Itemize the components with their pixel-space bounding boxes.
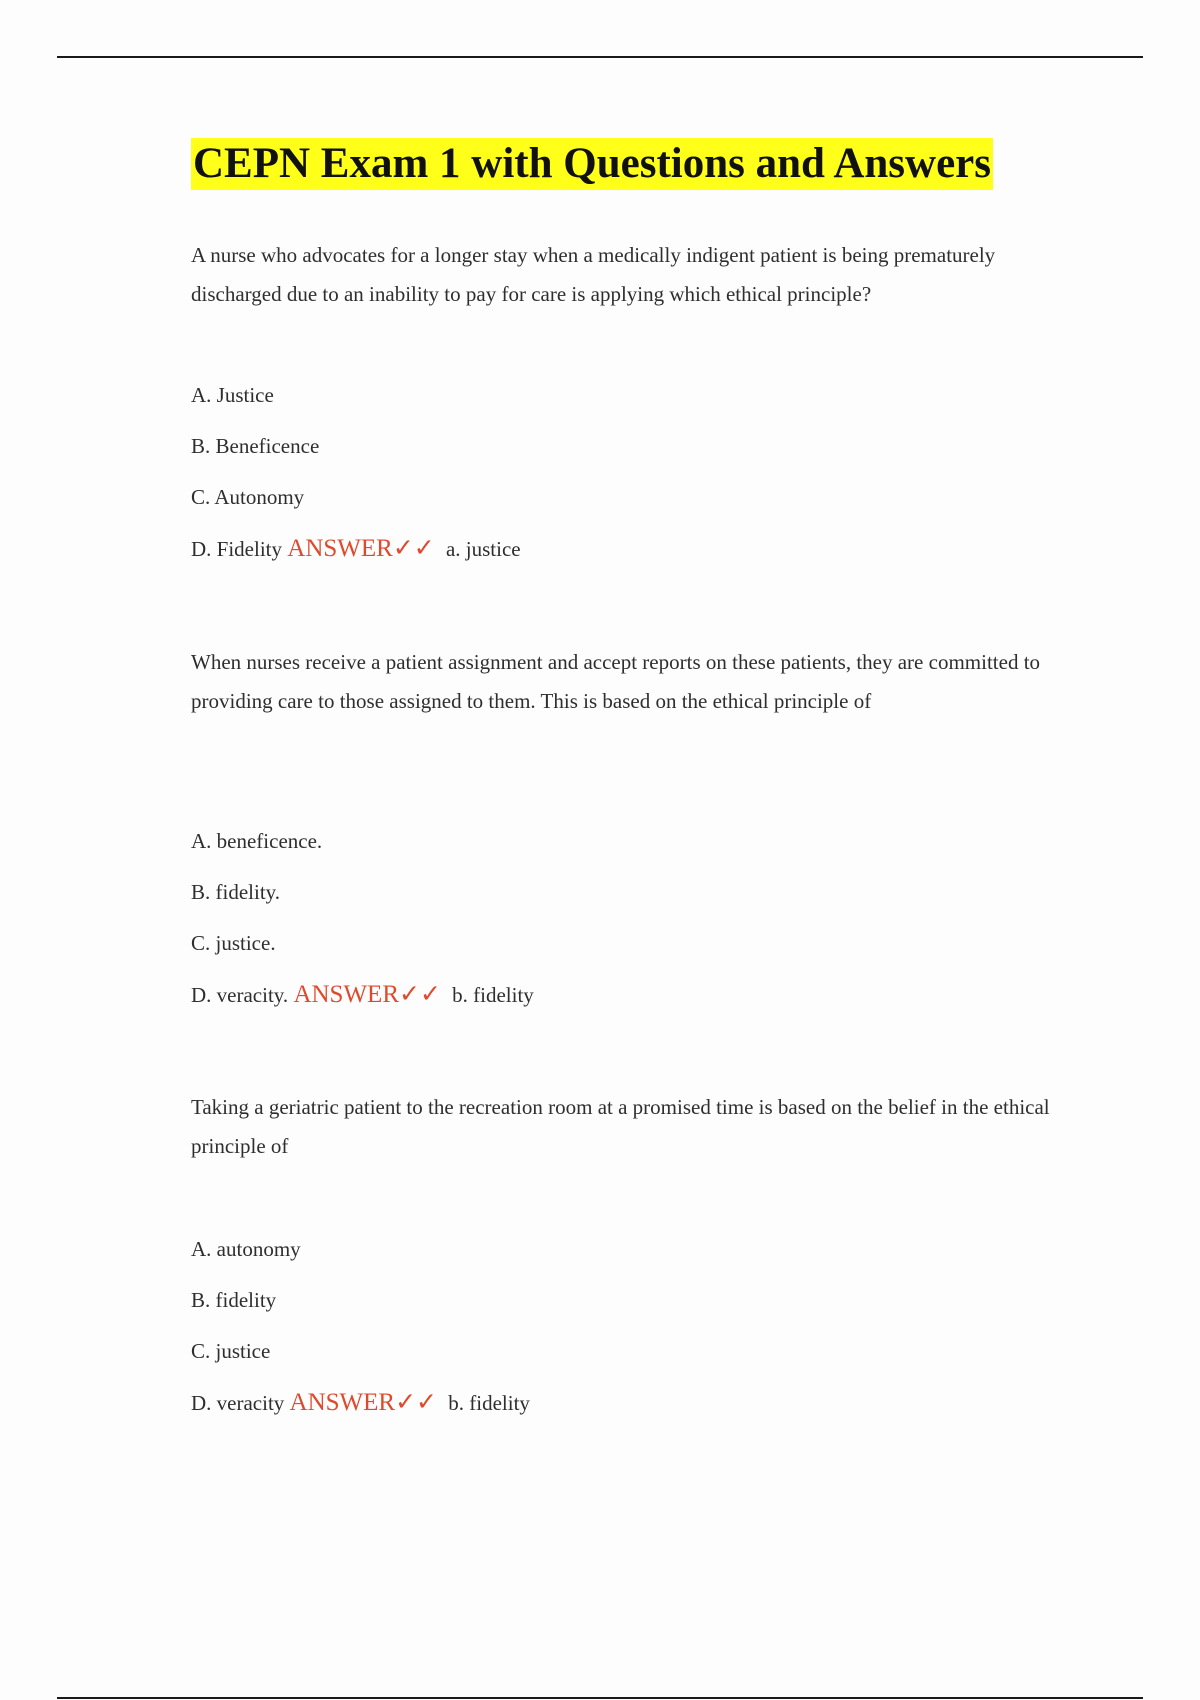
option-c: C. justice. bbox=[191, 931, 276, 955]
option-d: D. veracity. bbox=[191, 983, 289, 1007]
option-c: C. Autonomy bbox=[191, 485, 305, 509]
question-3 bbox=[191, 1088, 1071, 1166]
answer-label: ANSWER✓✓ bbox=[287, 535, 435, 562]
question-2-options bbox=[191, 828, 1071, 1032]
bottom-rule bbox=[57, 1697, 1143, 1699]
option-a: A. autonomy bbox=[191, 1237, 301, 1261]
answer-label: ANSWER✓✓ bbox=[293, 981, 441, 1008]
answer-value: a. justice bbox=[445, 537, 521, 561]
question-1 bbox=[191, 236, 1071, 314]
answer-value: b. fidelity bbox=[452, 983, 534, 1007]
option-d: D. Fidelity bbox=[191, 537, 283, 561]
question-1-options bbox=[191, 382, 1071, 586]
option-b: B. fidelity bbox=[191, 1288, 277, 1312]
document-title: CEPN Exam 1 with Questions and Answers bbox=[191, 138, 993, 190]
question-stem: A nurse who advocates for a longer stay when a medically indigent patient is being prematurely discharged due to an inability to pay for care is applying which ethical principle? bbox=[191, 243, 996, 306]
option-d: D. veracity bbox=[191, 1391, 285, 1415]
option-b: B. fidelity. bbox=[191, 880, 281, 904]
question-3-options bbox=[191, 1236, 1071, 1440]
document-body bbox=[191, 138, 1071, 1416]
option-a: A. Justice bbox=[191, 383, 274, 407]
top-rule bbox=[57, 56, 1143, 58]
option-d-with-answer bbox=[191, 535, 1071, 586]
question-stem: Taking a geriatric patient to the recreation room at a promised time is based on the belief in the ethical principle of bbox=[191, 1095, 1050, 1158]
question-2 bbox=[191, 643, 1071, 721]
option-d-with-answer bbox=[191, 1389, 1071, 1440]
question-stem: When nurses receive a patient assignment and accept reports on these patients, they are committed to providing care to those assigned to them. This is based on the ethical principle of bbox=[191, 650, 1041, 713]
option-b: B. Beneficence bbox=[191, 434, 320, 458]
answer-label: ANSWER✓✓ bbox=[289, 1389, 437, 1416]
option-c: C. justice bbox=[191, 1339, 271, 1363]
answer-value: b. fidelity bbox=[448, 1391, 530, 1415]
option-a: A. beneficence. bbox=[191, 829, 323, 853]
option-d-with-answer bbox=[191, 981, 1071, 1032]
